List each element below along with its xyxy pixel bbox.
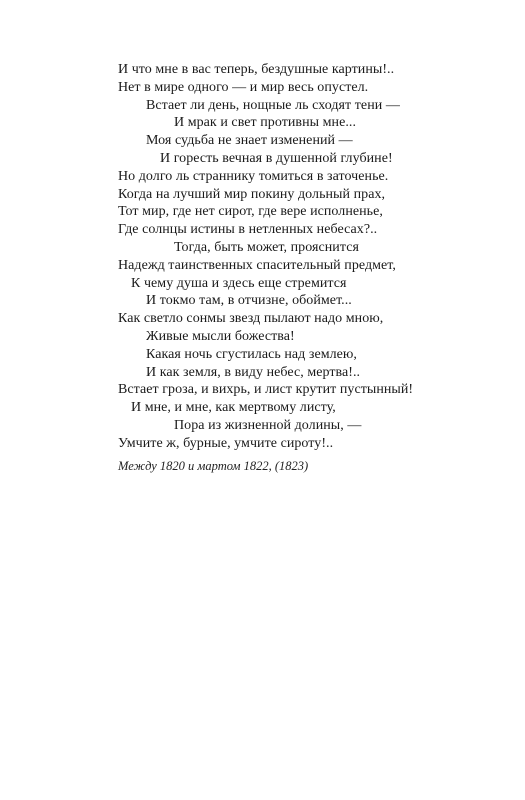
poem-line-15: Как светло сонмы звезд пылают надо мною, [118, 311, 384, 327]
poem-line-9: Тот мир, где нет сирот, где вере исполненье, [118, 204, 383, 220]
poem-line-4: И мрак и свет противны мне... [174, 115, 356, 131]
poem-line-17: Какая ночь сгустилась над землею, [146, 346, 357, 362]
poem-line-14: И токмо там, в отчизне, обоймет... [146, 293, 352, 309]
poem-line-20: И мне, и мне, как мертвому листу, [131, 400, 336, 416]
poem-line-19: Встает гроза, и вихрь, и лист крутит пустынный! [118, 382, 414, 398]
poem-line-8: Когда на лучший мир покину дольный прах, [118, 186, 386, 202]
poem-line-3: Встает ли день, нощные ль сходят тени — [146, 97, 400, 113]
poem-line-2: Нет в мире одного — и мир весь опустел. [118, 79, 369, 95]
poem-line-6: И горесть вечная в душенной глубине! [160, 150, 393, 166]
poem-line-7: Но долго ль страннику томиться в заточенье. [118, 168, 389, 184]
poem-line-1: И что мне в вас теперь, бездушные картины!.. [118, 62, 395, 77]
poem-line-22: Умчите ж, бурные, умчите сироту!.. [118, 435, 334, 451]
poem-line-12: Надежд таинственных спасительный предмет, [118, 257, 396, 273]
poem-line-13: К чему душа и здесь еще стремится [131, 275, 347, 291]
poem-line-11: Тогда, быть может, прояснится [174, 239, 359, 255]
poem-line-21: Пора из жизненной долины, — [174, 417, 362, 433]
poem-text [118, 61, 518, 474]
poem-line-16: Живые мысли божества! [146, 328, 295, 344]
poem-line-5: Моя судьба не знает изменений — [146, 133, 353, 149]
poem-line-10: Где солнцы истины в нетленных небесах?.. [118, 222, 378, 238]
poem-line-18: И как земля, в виду небес, мертва!.. [146, 364, 361, 380]
poem-date: Между 1820 и мартом 1822, (1823) [118, 458, 309, 473]
